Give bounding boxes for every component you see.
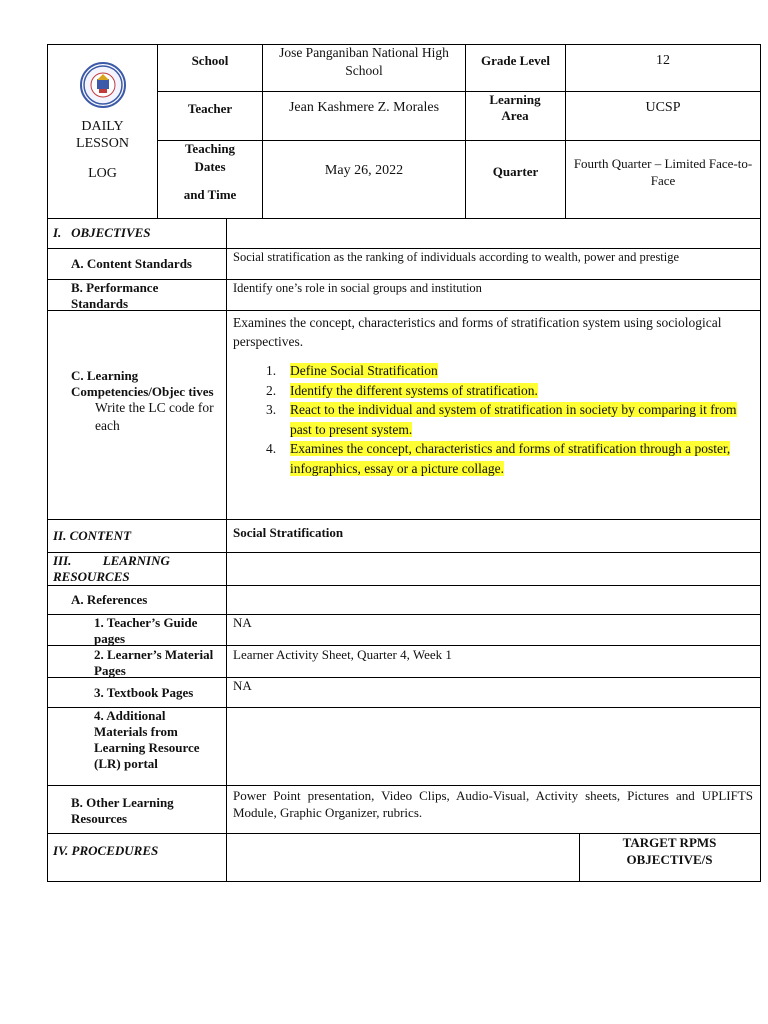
objectives-heading-text: OBJECTIVES — [71, 225, 151, 240]
body-col-divider — [226, 218, 227, 881]
competency-text: Examines the concept, characteristics and forms of stratification through a poster, infographics, essay or a picture collage. — [290, 441, 731, 476]
textbook-label: 3. Textbook Pages — [94, 685, 194, 700]
competencies-note: Write the LC code for each — [95, 400, 214, 433]
competency-item — [266, 361, 754, 381]
competencies-label-block — [71, 368, 221, 435]
learning-area-label: Learning Area — [489, 92, 541, 123]
competencies-list — [266, 361, 754, 478]
competency-text: Define Social Stratification — [290, 363, 438, 378]
objectives-heading — [53, 225, 151, 241]
references-label: A. References — [71, 592, 148, 607]
resources-heading — [53, 553, 223, 585]
content-value: Social Stratification — [233, 525, 344, 540]
content-standards-label: A. Content Standards — [71, 256, 192, 271]
competency-item — [266, 439, 754, 478]
competency-text: Identify the different systems of stratification. — [290, 382, 538, 398]
grade-level-value: 12 — [656, 53, 670, 68]
teaching-time-label: and Time — [183, 187, 237, 202]
competency-num: 1. — [266, 363, 277, 378]
teachers-guide-label: 1. Teacher’s Guide pages — [94, 615, 198, 646]
hdr-col-3 — [465, 44, 466, 218]
hdr-col-4 — [565, 44, 566, 218]
additional-materials-label: 4. Additional Materials from Learning Resource (LR) portal — [94, 708, 200, 771]
hdr-row-3 — [47, 218, 761, 219]
procedures-heading: IV. PROCEDURES — [53, 843, 159, 858]
competency-num: 3. — [266, 402, 277, 417]
performance-standards-value: Identify one’s role in social groups and institution — [233, 281, 482, 295]
other-resources-value: Power Point presentation, Video Clips, Audio-Visual, Activity sheets, Pictures and UPLIFTS Module, Graphic Organizer, rubrics. — [233, 788, 753, 820]
resources-heading-text: LEARNING RESOURCES — [53, 553, 170, 584]
hdr-row-1 — [157, 91, 760, 92]
row-line — [47, 785, 761, 786]
deped-seal-logo — [80, 62, 126, 108]
teacher-label: Teacher — [187, 101, 233, 116]
teaching-dates-value: May 26, 2022 — [324, 163, 404, 178]
competency-item — [266, 381, 754, 401]
competency-item — [266, 400, 754, 439]
row-line — [47, 248, 761, 249]
other-resources-label: B. Other Learning Resources — [71, 795, 174, 826]
dll-line-lesson: LESSON — [76, 136, 129, 151]
content-standards-value: Social stratification as the ranking of individuals according to wealth, power and prestige — [233, 250, 680, 264]
rpms-col-divider — [579, 833, 580, 881]
competency-num: 2. — [266, 382, 277, 398]
competencies-intro: Examines the concept, characteristics and forms of stratification system using sociological perspectives. — [233, 315, 722, 349]
learners-material-label: 2. Learner’s Material Pages — [94, 647, 214, 678]
competencies-label: C. Learning Competencies/Objec tives — [71, 368, 214, 399]
resources-heading-num: III. — [53, 553, 72, 568]
objectives-heading-num: I. — [53, 225, 62, 240]
performance-standards-label: B. Performance Standards — [71, 280, 159, 311]
row-line — [47, 519, 761, 520]
border-right — [760, 44, 761, 882]
textbook-value: NA — [233, 678, 252, 693]
daily-lesson-log-title — [48, 118, 157, 182]
quarter-value: Fourth Quarter – Limited Face-to-Face — [573, 156, 753, 188]
teacher-value: Jean Kashmere Z. Morales — [288, 100, 440, 115]
content-heading: II. CONTENT — [53, 528, 132, 543]
learners-material-value: Learner Activity Sheet, Quarter 4, Week 1 — [233, 647, 452, 662]
grade-level-label: Grade Level — [481, 53, 550, 68]
school-value: Jose Panganiban National High School — [279, 45, 449, 78]
teachers-guide-value: NA — [233, 615, 252, 630]
teaching-dates-label: Teaching Dates — [184, 141, 236, 174]
target-rpms-label: TARGET RPMS OBJECTIVE/S — [622, 835, 717, 867]
border-bottom — [47, 881, 761, 882]
row-line — [47, 585, 761, 586]
quarter-label: Quarter — [492, 164, 539, 179]
dll-line-log: LOG — [88, 166, 117, 181]
competency-text: React to the individual and system of stratification in society by comparing it from past to present system. — [290, 402, 737, 437]
dll-line-daily: DAILY — [81, 119, 124, 134]
learning-area-value: UCSP — [645, 100, 681, 115]
school-label: School — [191, 53, 229, 68]
competency-num: 4. — [266, 441, 277, 456]
hdr-col-2 — [262, 44, 263, 218]
